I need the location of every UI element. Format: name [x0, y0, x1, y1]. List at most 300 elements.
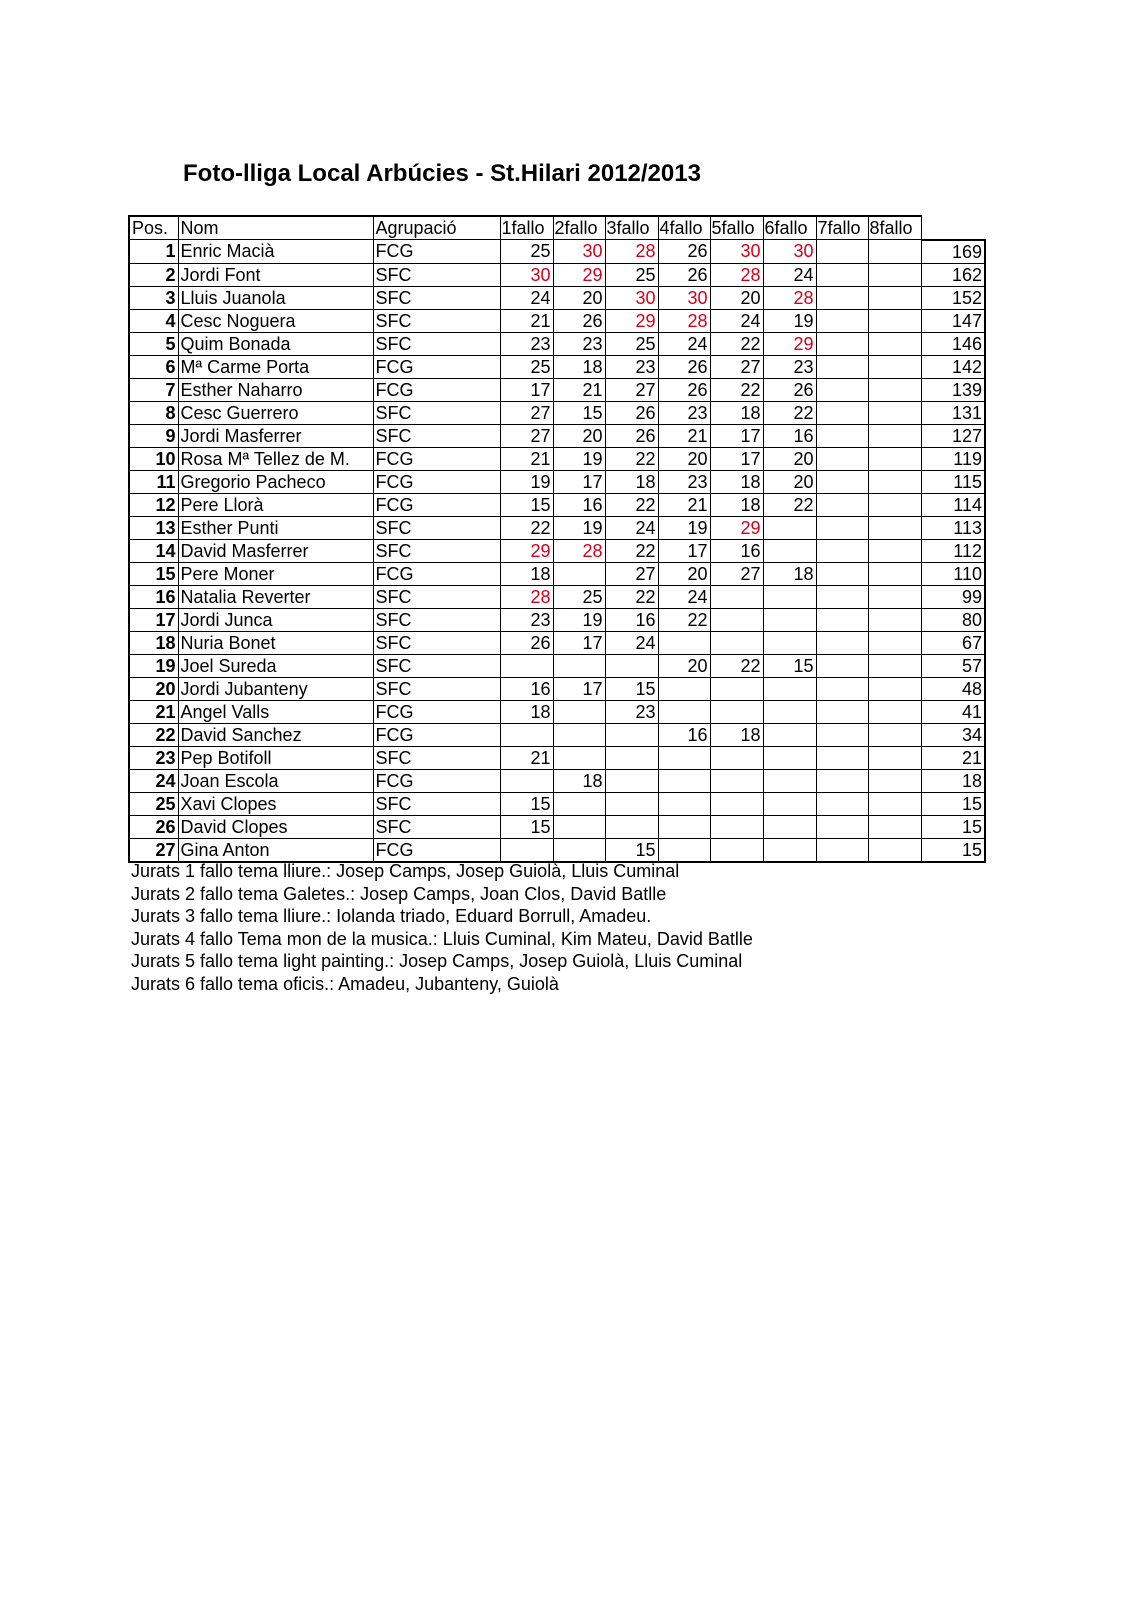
name-cell: Esther Punti [178, 516, 373, 539]
total-cell: 57 [921, 654, 985, 677]
score-cell: 21 [500, 309, 553, 332]
name-cell: Mª Carme Porta [178, 355, 373, 378]
total-cell: 139 [921, 378, 985, 401]
score-cell: 15 [500, 815, 553, 838]
column-header: 3fallo [605, 216, 658, 240]
total-cell: 142 [921, 355, 985, 378]
group-cell: FCG [373, 378, 500, 401]
jury-note: Jurats 4 fallo Tema mon de la musica.: Lluis Cuminal, Kim Mateu, David Batlle [131, 928, 753, 949]
rank-cell: 13 [129, 516, 178, 539]
jury-note: Jurats 1 fallo tema lliure.: Josep Camps, Josep Guiolà, Lluis Cuminal [131, 861, 680, 881]
score-cell [816, 447, 868, 470]
score-cell: 15 [605, 838, 658, 862]
group-cell: SFC [373, 792, 500, 815]
jury-note: Jurats 3 fallo tema lliure.: Iolanda triado, Eduard Borrull, Amadeu. [131, 906, 652, 926]
total-cell: 67 [921, 631, 985, 654]
score-cell: 28 [763, 286, 816, 309]
score-cell: 22 [763, 493, 816, 516]
score-cell [868, 631, 921, 654]
score-cell: 16 [500, 677, 553, 700]
score-cell [868, 263, 921, 286]
score-cell: 18 [500, 562, 553, 585]
name-cell: David Sanchez [178, 723, 373, 746]
score-cell: 25 [500, 355, 553, 378]
name-cell: Enric Macià [178, 240, 373, 264]
total-cell: 41 [921, 700, 985, 723]
column-header: 5fallo [710, 216, 763, 240]
score-cell: 26 [553, 309, 605, 332]
score-cell [868, 539, 921, 562]
score-cell: 30 [658, 286, 710, 309]
rank-cell: 26 [129, 815, 178, 838]
score-cell: 28 [500, 585, 553, 608]
total-cell: 48 [921, 677, 985, 700]
score-cell: 17 [658, 539, 710, 562]
score-cell: 28 [658, 309, 710, 332]
score-cell [816, 700, 868, 723]
score-cell: 22 [605, 493, 658, 516]
group-cell: SFC [373, 677, 500, 700]
rank-cell: 12 [129, 493, 178, 516]
group-cell: FCG [373, 562, 500, 585]
score-cell [710, 700, 763, 723]
table-row [129, 746, 985, 769]
score-cell: 20 [710, 286, 763, 309]
score-cell: 18 [710, 401, 763, 424]
group-cell: SFC [373, 309, 500, 332]
table-row [129, 700, 985, 723]
name-cell: Gina Anton [178, 838, 373, 862]
score-cell [658, 769, 710, 792]
score-cell: 18 [553, 769, 605, 792]
score-cell: 18 [500, 700, 553, 723]
score-cell [868, 700, 921, 723]
score-cell [710, 769, 763, 792]
score-cell: 23 [658, 470, 710, 493]
score-cell: 22 [605, 447, 658, 470]
total-cell: 21 [921, 746, 985, 769]
score-cell: 30 [605, 286, 658, 309]
score-cell: 17 [553, 470, 605, 493]
score-cell [868, 792, 921, 815]
name-cell: Jordi Masferrer [178, 424, 373, 447]
score-cell: 15 [500, 493, 553, 516]
rank-cell: 9 [129, 424, 178, 447]
name-cell: Cesc Guerrero [178, 401, 373, 424]
score-cell [816, 332, 868, 355]
score-cell: 15 [500, 792, 553, 815]
score-cell: 29 [710, 516, 763, 539]
score-cell [763, 838, 816, 862]
rank-cell: 17 [129, 608, 178, 631]
score-cell [868, 447, 921, 470]
score-cell [816, 654, 868, 677]
table-row [129, 240, 985, 264]
score-cell [710, 677, 763, 700]
score-cell: 27 [710, 562, 763, 585]
score-cell: 17 [553, 677, 605, 700]
name-cell: Jordi Font [178, 263, 373, 286]
score-cell: 16 [763, 424, 816, 447]
total-cell: 112 [921, 539, 985, 562]
score-cell [868, 424, 921, 447]
score-cell [553, 815, 605, 838]
score-cell: 29 [553, 263, 605, 286]
rank-cell: 18 [129, 631, 178, 654]
column-header: 6fallo [763, 216, 816, 240]
score-cell [868, 286, 921, 309]
score-cell [553, 838, 605, 862]
table-row [129, 792, 985, 815]
score-cell [816, 516, 868, 539]
table-row [129, 539, 985, 562]
group-cell: FCG [373, 470, 500, 493]
score-cell: 18 [710, 493, 763, 516]
score-cell: 21 [553, 378, 605, 401]
score-cell: 22 [500, 516, 553, 539]
score-cell: 26 [605, 424, 658, 447]
rank-cell: 5 [129, 332, 178, 355]
table-row [129, 562, 985, 585]
score-cell [553, 723, 605, 746]
score-cell: 17 [710, 424, 763, 447]
score-cell [710, 815, 763, 838]
score-cell: 25 [605, 263, 658, 286]
rank-cell: 25 [129, 792, 178, 815]
score-cell [816, 470, 868, 493]
name-cell: Jordi Junca [178, 608, 373, 631]
rank-cell: 14 [129, 539, 178, 562]
score-cell: 18 [553, 355, 605, 378]
score-cell [710, 608, 763, 631]
score-cell [763, 608, 816, 631]
score-cell: 17 [500, 378, 553, 401]
score-cell [868, 309, 921, 332]
rank-cell: 8 [129, 401, 178, 424]
score-cell [763, 585, 816, 608]
group-cell: SFC [373, 539, 500, 562]
group-cell: SFC [373, 746, 500, 769]
score-cell [500, 838, 553, 862]
score-cell: 30 [500, 263, 553, 286]
score-cell: 15 [605, 677, 658, 700]
score-cell: 22 [605, 539, 658, 562]
total-cell: 131 [921, 401, 985, 424]
score-cell [763, 746, 816, 769]
score-cell [816, 769, 868, 792]
column-header: 7fallo [816, 216, 868, 240]
score-cell: 16 [658, 723, 710, 746]
rank-cell: 7 [129, 378, 178, 401]
score-cell: 24 [605, 631, 658, 654]
score-cell: 23 [763, 355, 816, 378]
score-cell [868, 677, 921, 700]
score-cell [553, 746, 605, 769]
score-cell: 26 [763, 378, 816, 401]
score-cell: 23 [553, 332, 605, 355]
table-row [129, 263, 985, 286]
column-header: 1fallo [500, 216, 553, 240]
score-cell [658, 631, 710, 654]
score-cell: 23 [605, 700, 658, 723]
page-title: Foto-lliga Local Arbúcies - St.Hilari 2012/2013 [183, 160, 701, 187]
table-row [129, 401, 985, 424]
score-cell [658, 677, 710, 700]
name-cell: Lluis Juanola [178, 286, 373, 309]
rank-cell: 23 [129, 746, 178, 769]
score-cell: 26 [658, 263, 710, 286]
score-cell: 23 [500, 608, 553, 631]
rank-cell: 6 [129, 355, 178, 378]
table-row [129, 608, 985, 631]
column-header: Agrupació [373, 216, 500, 240]
table-row [129, 378, 985, 401]
score-cell: 27 [500, 424, 553, 447]
score-cell [763, 815, 816, 838]
score-cell [816, 746, 868, 769]
name-cell: Esther Naharro [178, 378, 373, 401]
score-cell: 29 [500, 539, 553, 562]
total-cell: 15 [921, 792, 985, 815]
total-cell: 162 [921, 263, 985, 286]
score-cell: 21 [658, 424, 710, 447]
score-cell: 25 [605, 332, 658, 355]
rank-cell: 20 [129, 677, 178, 700]
score-cell: 18 [763, 562, 816, 585]
column-header: Pos. [129, 216, 178, 240]
score-cell: 16 [605, 608, 658, 631]
score-cell [868, 815, 921, 838]
total-cell: 114 [921, 493, 985, 516]
score-cell [658, 815, 710, 838]
table-row [129, 424, 985, 447]
total-cell: 169 [921, 240, 985, 264]
score-cell [816, 815, 868, 838]
column-header: Nom [178, 216, 373, 240]
score-cell: 20 [658, 562, 710, 585]
table-row [129, 815, 985, 838]
score-cell [868, 723, 921, 746]
jury-notes [131, 860, 753, 995]
score-cell [553, 562, 605, 585]
column-header [921, 216, 985, 240]
group-cell: SFC [373, 424, 500, 447]
group-cell: SFC [373, 815, 500, 838]
score-cell: 26 [658, 240, 710, 264]
score-cell: 28 [553, 539, 605, 562]
group-cell: FCG [373, 838, 500, 862]
name-cell: Gregorio Pacheco [178, 470, 373, 493]
score-cell: 16 [553, 493, 605, 516]
score-cell: 23 [658, 401, 710, 424]
score-cell [868, 654, 921, 677]
score-cell [868, 240, 921, 264]
score-cell: 30 [763, 240, 816, 264]
rank-cell: 24 [129, 769, 178, 792]
score-cell [816, 263, 868, 286]
score-cell [816, 424, 868, 447]
rank-cell: 4 [129, 309, 178, 332]
rank-cell: 19 [129, 654, 178, 677]
total-cell: 80 [921, 608, 985, 631]
jury-note: Jurats 5 fallo tema light painting.: Josep Camps, Josep Guiolà, Lluis Cuminal [131, 951, 743, 971]
score-cell [816, 401, 868, 424]
name-cell: David Masferrer [178, 539, 373, 562]
name-cell: Joan Escola [178, 769, 373, 792]
jury-note: Jurats 6 fallo tema oficis.: Amadeu, Jubanteny, Guiolà [131, 973, 559, 994]
rank-cell: 10 [129, 447, 178, 470]
score-cell: 20 [763, 447, 816, 470]
score-cell: 28 [710, 263, 763, 286]
score-cell [605, 746, 658, 769]
score-cell [868, 769, 921, 792]
score-cell: 22 [605, 585, 658, 608]
table-row [129, 493, 985, 516]
score-cell: 24 [605, 516, 658, 539]
score-cell: 23 [500, 332, 553, 355]
score-cell: 19 [763, 309, 816, 332]
score-cell: 20 [658, 447, 710, 470]
score-cell: 19 [500, 470, 553, 493]
score-cell [816, 608, 868, 631]
total-cell: 113 [921, 516, 985, 539]
score-cell: 15 [763, 654, 816, 677]
name-cell: David Clopes [178, 815, 373, 838]
name-cell: Xavi Clopes [178, 792, 373, 815]
total-cell: 146 [921, 332, 985, 355]
score-cell [763, 539, 816, 562]
score-cell [763, 677, 816, 700]
score-cell [868, 746, 921, 769]
score-cell: 15 [553, 401, 605, 424]
rank-cell: 15 [129, 562, 178, 585]
score-cell: 26 [500, 631, 553, 654]
score-cell: 17 [710, 447, 763, 470]
total-cell: 15 [921, 815, 985, 838]
score-cell [868, 516, 921, 539]
score-cell [658, 838, 710, 862]
score-cell [816, 539, 868, 562]
group-cell: SFC [373, 332, 500, 355]
score-cell [658, 746, 710, 769]
score-cell: 20 [553, 424, 605, 447]
score-cell: 20 [658, 654, 710, 677]
score-cell [816, 286, 868, 309]
score-cell: 26 [658, 378, 710, 401]
name-cell: Nuria Bonet [178, 631, 373, 654]
total-cell: 99 [921, 585, 985, 608]
score-cell [605, 769, 658, 792]
score-cell [500, 654, 553, 677]
score-cell: 30 [553, 240, 605, 264]
score-cell [816, 723, 868, 746]
group-cell: SFC [373, 401, 500, 424]
rank-cell: 1 [129, 240, 178, 264]
score-cell: 29 [605, 309, 658, 332]
rank-cell: 3 [129, 286, 178, 309]
score-cell: 24 [710, 309, 763, 332]
group-cell: FCG [373, 240, 500, 264]
group-cell: SFC [373, 608, 500, 631]
score-cell [710, 746, 763, 769]
table-row [129, 838, 985, 862]
total-cell: 15 [921, 838, 985, 862]
score-cell: 25 [500, 240, 553, 264]
group-cell: FCG [373, 493, 500, 516]
total-cell: 110 [921, 562, 985, 585]
score-cell: 27 [500, 401, 553, 424]
table-row [129, 309, 985, 332]
score-cell [710, 631, 763, 654]
total-cell: 119 [921, 447, 985, 470]
total-cell: 34 [921, 723, 985, 746]
table-row [129, 355, 985, 378]
name-cell: Cesc Noguera [178, 309, 373, 332]
name-cell: Angel Valls [178, 700, 373, 723]
score-cell: 24 [658, 332, 710, 355]
table-row [129, 723, 985, 746]
total-cell: 18 [921, 769, 985, 792]
score-cell: 27 [605, 378, 658, 401]
group-cell: SFC [373, 654, 500, 677]
score-cell [816, 838, 868, 862]
score-cell [868, 470, 921, 493]
table-row [129, 470, 985, 493]
score-cell [816, 677, 868, 700]
score-cell [868, 562, 921, 585]
score-cell: 29 [763, 332, 816, 355]
group-cell: FCG [373, 700, 500, 723]
score-cell [710, 585, 763, 608]
score-cell [553, 654, 605, 677]
score-cell [816, 792, 868, 815]
score-cell [658, 700, 710, 723]
group-cell: SFC [373, 286, 500, 309]
score-cell: 18 [605, 470, 658, 493]
name-cell: Pere Llorà [178, 493, 373, 516]
score-cell: 28 [605, 240, 658, 264]
score-cell [763, 769, 816, 792]
score-cell: 26 [658, 355, 710, 378]
score-cell [763, 516, 816, 539]
rank-cell: 22 [129, 723, 178, 746]
table-row [129, 769, 985, 792]
total-cell: 115 [921, 470, 985, 493]
column-header: 2fallo [553, 216, 605, 240]
score-cell: 19 [553, 516, 605, 539]
score-cell: 22 [710, 332, 763, 355]
score-cell [868, 608, 921, 631]
rank-cell: 2 [129, 263, 178, 286]
group-cell: FCG [373, 769, 500, 792]
name-cell: Pere Moner [178, 562, 373, 585]
score-cell [816, 309, 868, 332]
table-row [129, 332, 985, 355]
jury-note: Jurats 2 fallo tema Galetes.: Josep Camps, Joan Clos, David Batlle [131, 883, 667, 904]
score-cell [868, 332, 921, 355]
rank-cell: 16 [129, 585, 178, 608]
score-cell: 18 [710, 470, 763, 493]
score-cell: 18 [710, 723, 763, 746]
column-header: 4fallo [658, 216, 710, 240]
score-cell: 16 [710, 539, 763, 562]
score-cell: 24 [763, 263, 816, 286]
table-row [129, 585, 985, 608]
score-cell: 21 [500, 447, 553, 470]
ranking-table [128, 215, 986, 863]
score-cell: 22 [763, 401, 816, 424]
table-row [129, 286, 985, 309]
